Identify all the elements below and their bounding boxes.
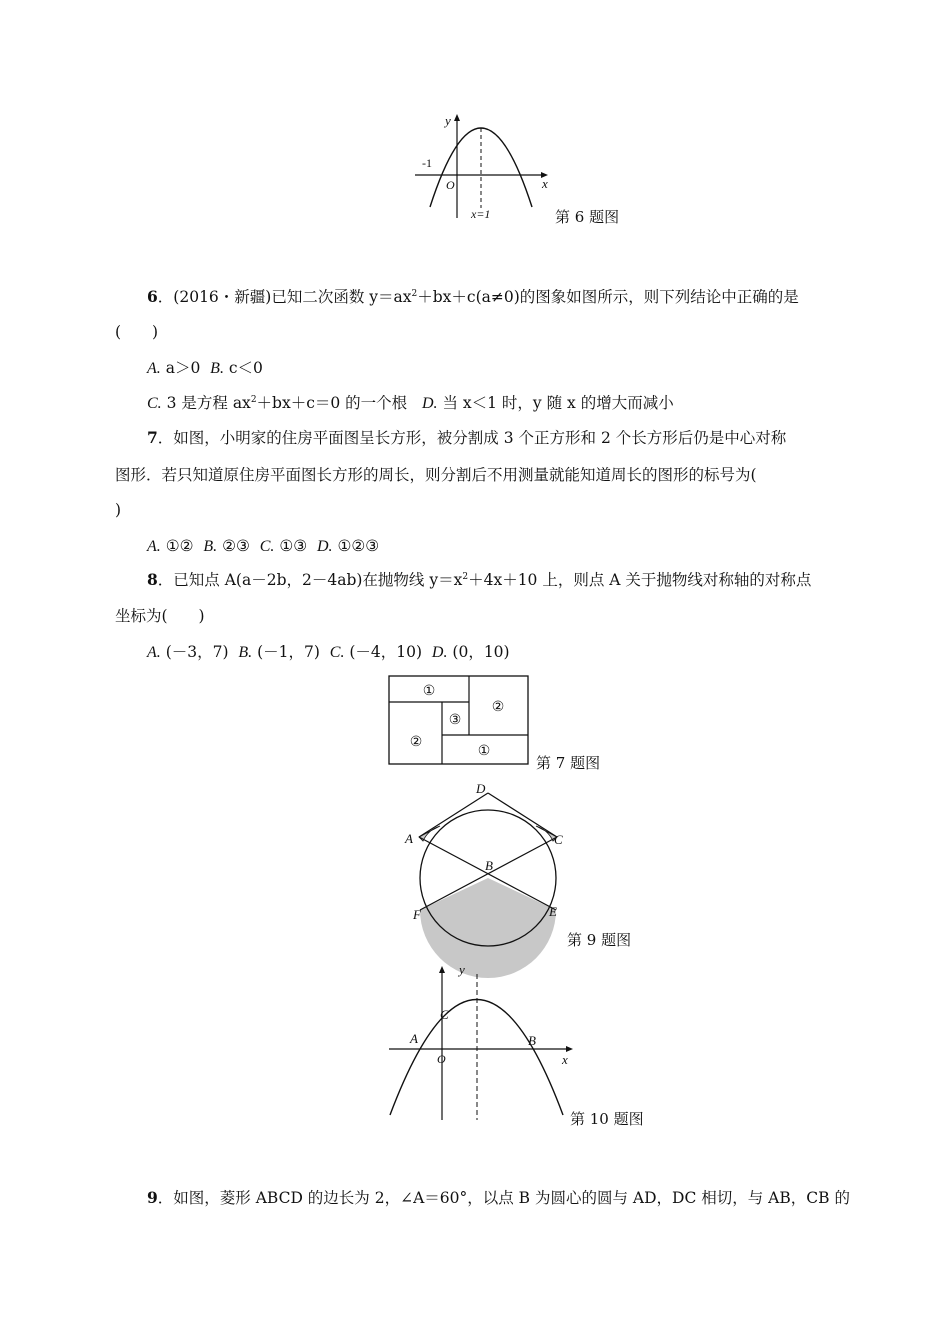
option-c-text: ①③: [274, 537, 308, 555]
parabola: [430, 128, 532, 207]
label-c: C: [554, 832, 563, 847]
question-8-text-a: ．已知点 A(a－2b，2－4ab)在抛物线 y＝x: [157, 571, 463, 589]
region-2-right: ②: [491, 700, 505, 715]
option-c-text-a: 3 是方程 ax: [161, 394, 251, 412]
figure-10-graph: [385, 960, 575, 1125]
figure-9: [400, 780, 570, 950]
option-a-text: ①②: [160, 537, 194, 555]
question-6-line-1: [147, 287, 799, 307]
option-a-text: a＞0: [160, 359, 201, 377]
origin-label: O: [437, 1052, 446, 1066]
y-label: y: [445, 113, 451, 128]
option-c-label: C.: [329, 644, 345, 661]
option-c-label: C.: [147, 395, 162, 412]
option-a-label: A.: [147, 538, 161, 555]
question-7-line-2: 图形．若只知道原住房平面图长方形的周长，则分割后不用测量就能知道周长的图形的标号为(: [115, 466, 757, 484]
option-d-text: 当 x＜1 时，y 随 x 的增大而减小: [437, 394, 674, 412]
origin-label: O: [446, 178, 455, 192]
option-d-label: D.: [421, 395, 438, 412]
figure-9-rhombus-circle: [400, 780, 570, 950]
question-6-options-ab: [147, 358, 263, 379]
option-a-text: (－3，7): [160, 643, 229, 661]
question-8-options: [147, 642, 510, 663]
question-8-line-2: 坐标为( ): [115, 607, 205, 625]
y-axis-arrow: [439, 966, 445, 973]
region-1-bottom: ①: [477, 744, 491, 759]
figure-10-caption: 第 10 题图: [570, 1110, 644, 1128]
option-d-label: D.: [431, 644, 448, 661]
option-b-text: ②③: [217, 537, 250, 555]
region-1-top: ①: [422, 684, 436, 699]
label-a: A: [410, 1031, 418, 1046]
region-2-left: ②: [409, 735, 423, 750]
y-axis-arrow: [454, 114, 460, 121]
option-c-label: C.: [259, 538, 275, 555]
question-7-options: [147, 536, 379, 557]
minus-one-label: -1: [422, 156, 432, 170]
label-d: D: [476, 781, 486, 796]
option-b-label: B.: [238, 644, 253, 661]
label-b: B: [528, 1033, 536, 1048]
question-9-line-1: [147, 1188, 850, 1208]
question-8-line-1: [147, 570, 811, 590]
figure-7-caption: 第 7 题图: [536, 754, 601, 772]
figure-10: [385, 960, 575, 1125]
question-6-line-2: ( ): [115, 323, 159, 341]
option-c-sup: 2: [250, 395, 257, 405]
question-6-sup: 2: [411, 289, 418, 299]
x-label: x: [542, 176, 548, 191]
figure-7-floorplan: [388, 675, 533, 767]
question-7-number: 7: [147, 428, 158, 447]
question-7-text-1: ．如图，小明家的住房平面图呈长方形，被分割成 3 个正方形和 2 个长方形后仍是中心对称: [157, 429, 787, 447]
option-a-label: A.: [147, 644, 161, 661]
x-label: x: [562, 1052, 568, 1067]
label-a: A: [405, 831, 413, 846]
figure-7: [388, 675, 533, 767]
side-dc: [488, 793, 557, 837]
side-ad: [419, 793, 488, 837]
figure-6: [410, 110, 560, 225]
question-7-line-1: [147, 428, 786, 448]
option-d-text: (0，10): [447, 643, 510, 661]
option-a-label: A.: [147, 360, 161, 377]
question-8-text-b: ＋4x＋10 上，则点 A 关于抛物线对称轴的对称点: [468, 571, 812, 589]
question-8-sup: 2: [462, 572, 469, 582]
question-6-text-a: ．(2016・新疆)已知二次函数 y＝ax: [157, 288, 412, 306]
question-9-text-1: ．如图，菱形 ABCD 的边长为 2，∠A＝60°，以点 B 为圆心的圆与 AD，DC 相切，与 AB，CB 的: [157, 1189, 850, 1207]
region-3-center: ③: [448, 713, 462, 728]
question-6-options-cd: [147, 393, 674, 414]
figure-6-graph: [410, 110, 560, 225]
option-d-label: D.: [316, 538, 333, 555]
question-7-line-3: ): [115, 501, 122, 519]
question-8-number: 8: [147, 570, 158, 589]
question-6-text-b: ＋bx＋c(a≠0)的图象如图所示，则下列结论中正确的是: [417, 288, 799, 306]
figure-6-caption: 第 6 题图: [555, 208, 620, 226]
question-6-number: 6: [147, 287, 158, 306]
question-9-number: 9: [147, 1188, 158, 1207]
y-label: y: [459, 962, 465, 977]
option-b-label: B.: [203, 538, 218, 555]
option-c-text-b: ＋bx＋c＝0 的一个根: [256, 394, 408, 412]
option-b-label: B.: [210, 360, 224, 377]
figure-9-caption: 第 9 题图: [567, 931, 632, 949]
label-f: F: [413, 907, 421, 922]
axis-line-label: x=1: [471, 207, 491, 221]
option-d-text: ①②③: [332, 537, 380, 555]
option-b-text: c＜0: [223, 359, 263, 377]
label-b: B: [485, 858, 493, 873]
option-b-text: (－1，7): [252, 643, 320, 661]
label-e: E: [549, 904, 557, 919]
option-c-text: (－4，10): [344, 643, 423, 661]
label-c: C: [440, 1007, 449, 1022]
